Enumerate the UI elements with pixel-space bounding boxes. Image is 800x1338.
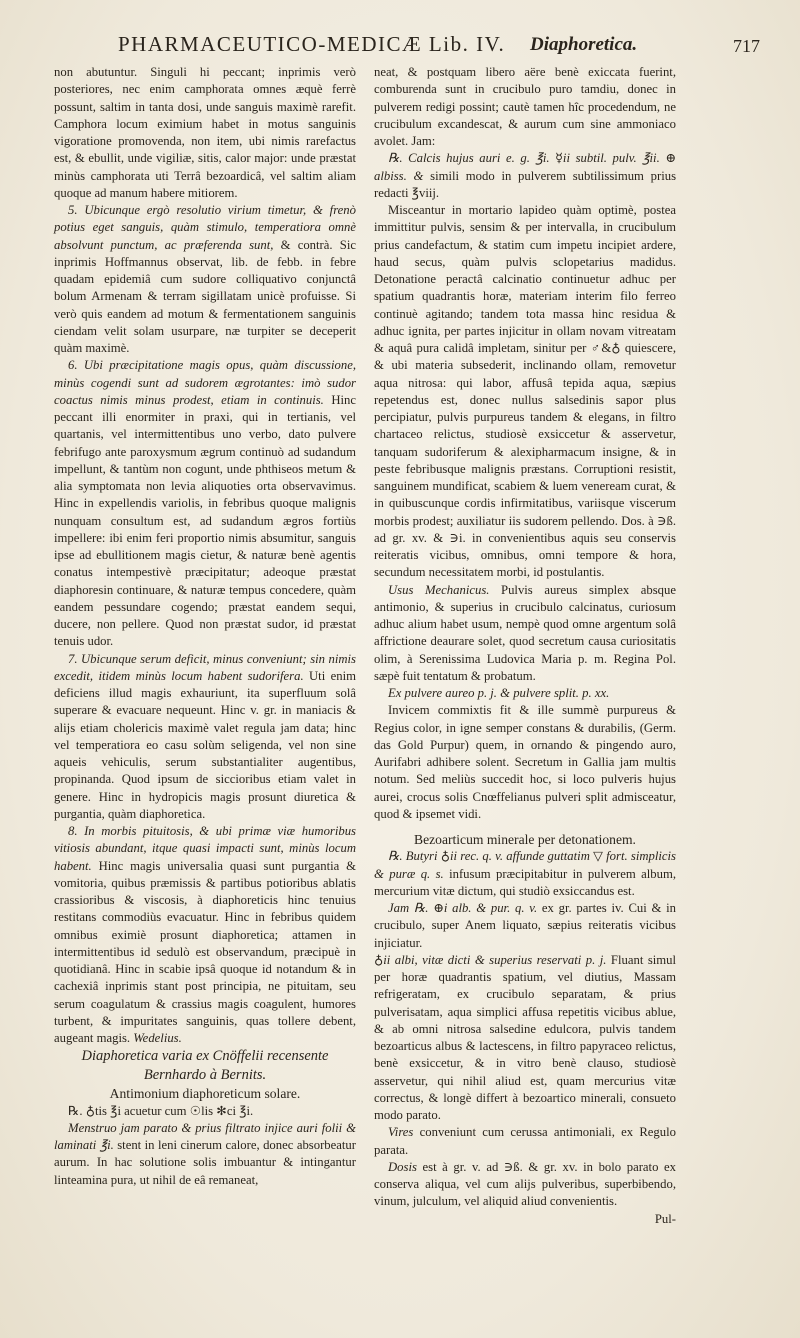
subsection-label: Vires: [388, 1125, 414, 1140]
rule-statement: 8. In morbis pituitosis, & ubi primæ viæ humoribus vitiosis abundant, itque quasi impacti sunt, minùs locum habent.: [54, 824, 356, 873]
paragraph: neat, & postquam libero aëre benè exiccata fuerint, comburenda sunt in crucibulo puro tamdiu, donec in pulverem redigi possint; cautè tamen hîc procedendum, ne crucibulum excandescat, & aurum cum sine ammoniaco avolet. Jam:: [374, 65, 676, 148]
recipe-instruction: ℞. Butyri ♁ii rec. q. v. affunde guttatim ▽ fort. simplicis & puræ q. s.: [374, 849, 676, 881]
recipe-line: ℞. ♁tis ℥i acuetur cum ☉lis ✻ci ℥i.: [68, 1103, 254, 1118]
recipe-heading: Bezoarticum minerale per detonationem.: [414, 832, 636, 847]
rule-statement: 6. Ubi præcipitatione magis opus, quàm discussione, minùs cogendi sunt ad sudorem ægrotantes: imò sudor coactus nimis minus prodest, etiam in continuis.: [54, 358, 356, 407]
paragraph-body: simili modo in pulverem subtilissimum prius redacti ℥viij.: [374, 168, 677, 200]
paragraph: [374, 900, 676, 952]
subsection-label: Dosis: [388, 1159, 417, 1174]
page-header: [60, 30, 760, 64]
paragraph: [54, 202, 356, 357]
left-column: [54, 64, 356, 1189]
right-column: [374, 64, 676, 1228]
paragraph: Invicem commixtis fit & ille summè purpureus & Regius color, in igne semper constans & durabilis, (Germ. das Gold Purpur) quem, in ornando & pingendo auro, Aurifabri adhibere solent. Secretum in Gallia jam multis notum. Sed meliùs succedit hoc, si loco pulveris hujus aurei, crocus solis Cnœffelianus pulveri split admisceatur, quod & ipsemet vidi.: [374, 703, 676, 821]
paragraph: [54, 1120, 356, 1189]
paragraph-body: ex gr. partes iv. Cui & in crucibulo, super Anem liquato, sæpius reiteratis vicibus injiciatur.: [374, 901, 677, 950]
paragraph: [374, 1124, 676, 1159]
rule-statement: 5. Ubicunque ergò resolutio virium timetur, & frenò potius eget sanguis, quàm stimulo, temperatiora omnè absolvunt punctum, ac præferenda sunt,: [54, 203, 356, 252]
paragraph: [374, 1159, 676, 1211]
paragraph-body: est à gr. v. ad ∋ß. & gr. xv. in bolo parato ex conserva aliqua, vel cum alijs pulveribus, superbibendo, vinum, julculum, vel aliquid aliud convenientis.: [374, 1159, 676, 1209]
paragraph-body: stent in leni cinerum calore, donec absorbeatur aurum. In hac solutione solis imbuantur & intingantur linteamina pura, ut nihil de eâ remaneat,: [54, 1138, 357, 1187]
paragraph-body: Uti enim deficiens illud magis exhauriunt, ita superfluum solâ superare & evacuare nequeunt. Hinc v. gr. in maniacis & alijs etiam cholericis maximè valet regula jam data; hinc vel temperatiora eo casu solùm seligenda, vel non sine aqueis vehiculis, serum substantialiter augentibus, propinanda. Quod ipsum de siccioribus etiam valet in genere. Hinc in hydropicis magis prosunt diuretica & purgantia, quàm diaphoretica.: [54, 668, 356, 821]
paragraph: Misceantur in mortario lapideo quàm optimè, postea immittitur pulvis, sensim & per intervalla, in crucibulum prius candefactum, & statim cum impetu incipiet ardere, haud secus, quàm pulvis sclopetarius madidus. Detonatione peractâ calcinatio continuetur adhuc per spatium quadrantis horæ, materiam interim filo ferreo continuè agitando; tandem tota massa hinc residua & adhuc ignita, per partes injicitur in ollam novam vitreatam & aquâ pura calidâ impletam, sinitur per ♂&♁ quiescere, & ubi materia subsederit, inclinando ollam, removetur aqua nitrosa: qui labor, affusâ tepida aqua, sæpius repetendus est, donec nullus salsedinis sapor plus percipiatur, pulvis purpureus tandem & elegans, in filtro chartaceo relictus, studiosè exsiccetur & asservetur, tanquam sudoriferum & alexipharmacum insigne, & in peste febribusque malignis præstans. Corruptioni resistit, sanguinem mundificat, scabiem & luem veneream curat, & in quibuscunque cordis infirmitatibus, variisque viscerum morbis prodest; auxiliatur iis sudorem pellendo. Dos. à ∋ß. ad gr. xv. & ∋i. in convenientibus aquis seu conservis reiteratis vicibus, omnibus, omni tempore & hora, secundum necessitatem morbi, id postulantis.: [374, 203, 676, 580]
paragraph: Ex pulvere aureo p. j. & pulvere split. p. xx.: [388, 686, 610, 700]
page-number: 717: [733, 36, 760, 56]
recipe-instruction: Jam ℞. ⊕i alb. & pur. q. v.: [388, 901, 538, 915]
paragraph: [374, 150, 676, 202]
paragraph: [54, 823, 356, 1047]
paragraph: [374, 848, 676, 900]
paragraph-body: infusum præcipitabitur in pulverem album, mercurium vitæ dictum, qui studiò exsiccandus est.: [374, 866, 676, 898]
author-name: Wedelius.: [133, 1031, 182, 1045]
recipe-heading: Antimonium diaphoreticum solare.: [109, 1086, 301, 1102]
paragraph-body: conveniunt cum cerussa antimoniali, ex Regulo parata.: [374, 1125, 676, 1157]
paragraph: non abutuntur. Singuli hi peccant; inprimis verò posteriores, nec enim camphorata omnes æquè ferrè possunt, saltim in tanta dosi, unde sanguis maximè rarefit. Camphora locum eximium habet in motus sanguinis vigoratione promovenda, non item, ubi nimis rarefactus est, & ebullit, unde vigiliæ, sitis, calor major: unde præstat minùs camphorata uti Terrâ bezoardicâ, vel saltim aliam quoque ad manum habere mitiorem.: [54, 65, 356, 200]
recipe-instruction: ♁ii albi, vitæ dicti & superius reservati p. j.: [374, 952, 607, 967]
spacer: [374, 823, 676, 831]
paragraph: [54, 651, 356, 824]
paragraph-body: & contrà. Sic inprimis Hoffmannus observat, lib. de febb. in febre quadam epidemiâ cum sudore colliquativo conjunctâ bolum Armenam & terram sigillatam unicè profuisse. Si verò quis eandem ad motum & fermentationem sanguinis ciendam velit solam usurpare, næ turpiter se deceperit quàm maximè.: [54, 237, 356, 355]
paragraph-body: Hinc magis universalia quasi sunt purgantia & vomitoria, quibus præmissis & partibus potioribus ablatis crassioribus & viscosis, à diaphoreticis hinc tenuius restitans commodiùs evacuatur. Hinc in febribus quidem omnibus eximiè prosunt diaphoretica; attamen in intermittentibus id sedulò est observandum, præcipuè in quotidianâ. Hinc in scabie ipsâ quoque id notandum & in cachexiâ inprimis stant post principia, ne pituitam, seu serum coagulatum & crassius magis coagulent, humores turbent, & impuritates sanguinis, quas tollere debent, augeant magis.: [54, 858, 357, 1045]
recipe-instruction: Menstruo jam parato & prius filtrato injice auri folii & laminati ℥i.: [54, 1120, 356, 1152]
paragraph-body: Hinc peccant illi enormiter in praxi, qui in tertianis, vel quartanis, vel intermittentibus uno verbo, dato pulvere febrifugo ante paroxysmum ægrum continuò ad sudandum impellunt, & tantùm non cogunt, unde phthiseos metum & alia symptomata non levia aliquoties orta observavimus. Hinc in expellendis variolis, in febribus quoque malignis nunquam consultum est, ad sudandum ægros fortiùs impellere: ibi enim feri proportio nimis absumitur, sanguis ipse ad ebullitionem magis cietur, & naturæ benè agentis conatus intempestivè præcipitatur; adeoque præstat diaphoresin continuare, & naturæ tempus concedere, quàm eandem pessundare cogendo; præstat eandem sequi, ducere, non pellere. Quod non præstat sudor, id præstat tenuis udor.: [54, 392, 356, 649]
paragraph-body: Pulvis aureus simplex absque antimonio, & superius in crucibulo calcinatus, curiosum adhuc alium habet usum, nempè quod omne argentum solâ affrictione deaurare solet, quod secretum causa curiositatis olim, à Serenissima Ludovica Maria p. m. Regina Pol. sæpè fuit tentatum & probatum.: [374, 582, 676, 683]
subsection-label: Usus Mechanicus.: [388, 582, 490, 597]
paragraph-body: Fluant simul per horæ quadrantis spatium, vel diutius, Massam refrigeratam, ex crucibulo separatam, & prius pulverisatam, aqua simplici affusa repetitis vicibus ablue, & ab omni nitrosa salsedine edulcora, pulvis tandem bezoarticus albus & lactescens, in filtro papyraceo relictus, benè exsiccetur, & in vitro benè clauso, studiosè asservetur, qui nihil aliud est, quam mercurius vitæ correctus, & longè differt à bezoartico minerali, consueto modo parato.: [374, 952, 677, 1122]
section-title: Diaphoretica.: [530, 34, 638, 55]
running-title: PHARMACEUTICO-MEDICÆ Lib. IV.: [118, 32, 506, 56]
section-heading: Diaphoretica varia ex Cnöffelii recensente Bernhardo à Bernits.: [81, 1048, 329, 1084]
paragraph: [374, 952, 676, 1125]
paragraph: [374, 582, 676, 686]
catchword: Pul-: [654, 1211, 676, 1226]
rule-statement: 7. Ubicunque serum deficit, minus conveniunt; sin nimis excedit, itidem minùs locum habent sudorifera.: [54, 651, 356, 683]
recipe-instruction: ℞. Calcis hujus auri e. g. ℥i. ☿ii subtil. pulv. ℥ii. ⊕ albiss. &: [374, 151, 676, 183]
paragraph: [54, 357, 356, 650]
